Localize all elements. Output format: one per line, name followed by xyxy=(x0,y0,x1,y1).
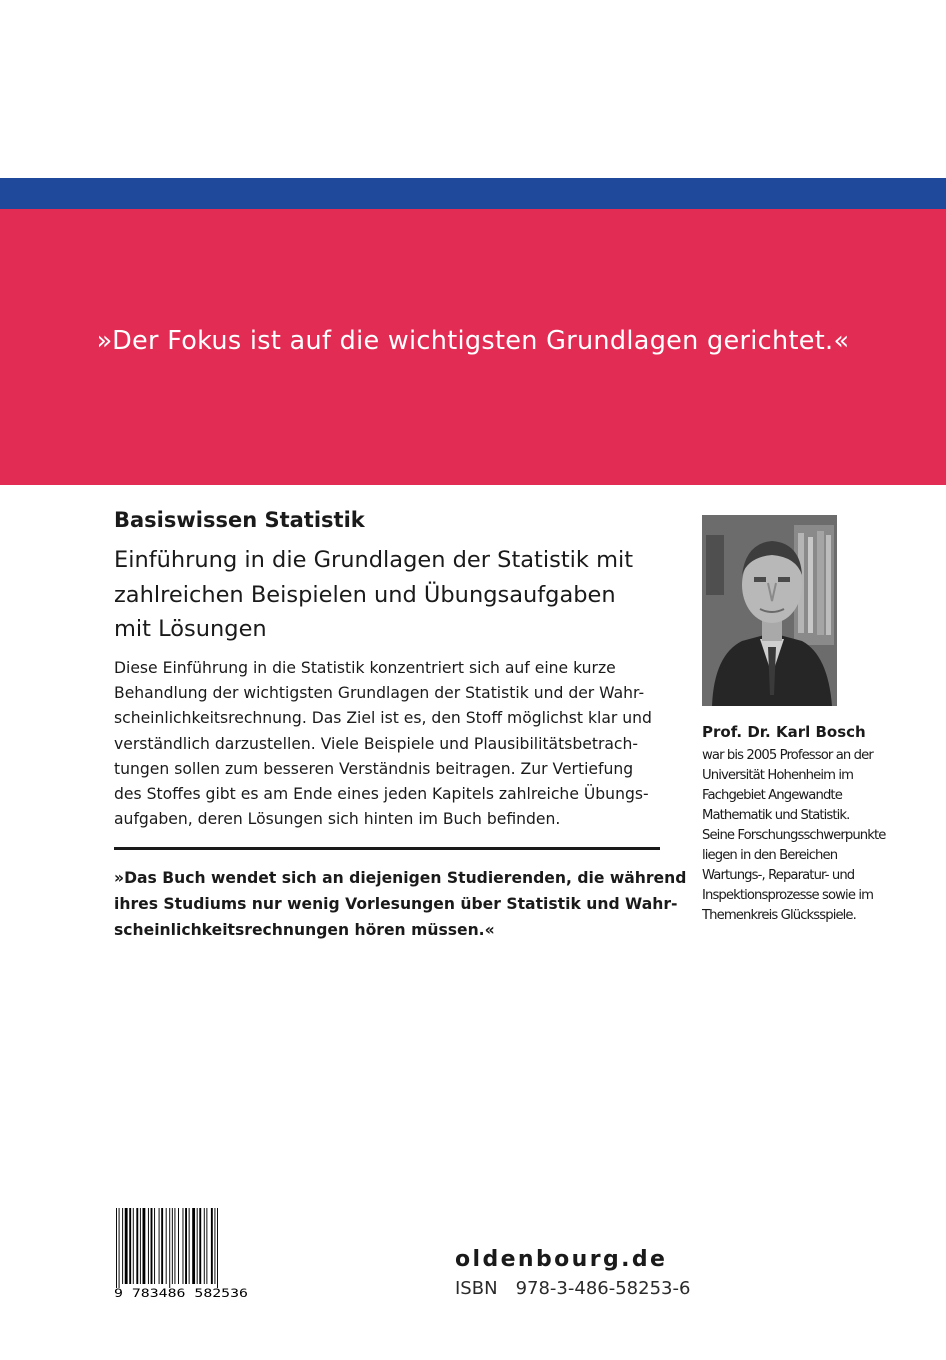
barcode-bar xyxy=(172,1208,173,1284)
book-subtitle xyxy=(114,543,674,647)
subtitle-line: zahlreichen Beispielen und Übungsaufgaben xyxy=(114,581,616,608)
barcode-bar xyxy=(189,1208,190,1284)
bio-line: Wartungs-, Reparatur- und xyxy=(702,868,855,883)
barcode-bar xyxy=(178,1208,179,1284)
barcode-bar xyxy=(161,1208,163,1284)
author-name: Prof. Dr. Karl Bosch xyxy=(702,723,866,741)
isbn-label: ISBN xyxy=(455,1278,498,1299)
barcode-bar xyxy=(116,1208,117,1288)
barcode-bar xyxy=(183,1208,184,1284)
bio-line: Seine Forschungsschwerpunkte xyxy=(702,828,886,843)
barcode-bar xyxy=(154,1208,155,1284)
barcode-bar xyxy=(211,1208,213,1284)
banner-quote: »Der Fokus ist auf die wichtigsten Grundlagen gerichtet.« xyxy=(96,326,850,356)
barcode-digits: 9 783486 582536 xyxy=(114,1287,249,1300)
barcode-bar xyxy=(125,1208,128,1284)
bio-line: war bis 2005 Professor an der xyxy=(702,748,873,763)
description-line: Diese Einführung in die Statistik konzentriert sich auf eine kurze xyxy=(114,659,616,677)
description-line: scheinlichkeitsrechnung. Das Ziel ist es, den Stoff möglichst klar und xyxy=(114,709,652,728)
bio-line: Mathematik und Statistik. xyxy=(702,808,850,823)
barcode-bar xyxy=(119,1208,120,1288)
barcode-bar xyxy=(166,1208,167,1284)
book-description xyxy=(114,656,674,832)
barcode-bar xyxy=(129,1208,131,1284)
bio-line: Themenkreis Glücksspiele. xyxy=(702,908,856,923)
subtitle-line: mit Lösungen xyxy=(114,616,267,642)
barcode-bar xyxy=(151,1208,153,1284)
barcode-bar xyxy=(143,1208,146,1284)
description-line: verständlich darzustellen. Viele Beispiele und Plausibilitätsbetrach- xyxy=(114,734,639,753)
bio-line: liegen in den Bereichen xyxy=(702,848,838,863)
description-line: Behandlung der wichtigsten Grundlagen der Statistik und der Wahr- xyxy=(114,684,645,703)
description-line: tungen sollen zum besseren Verständnis beitragen. Zur Vertiefung xyxy=(114,759,634,778)
barcode-bar xyxy=(197,1208,198,1284)
blue-stripe xyxy=(0,178,946,209)
author-bio xyxy=(702,746,902,926)
barcode xyxy=(114,1208,249,1300)
quote-line: »Das Buch wendet sich an diejenigen Studierenden, die während xyxy=(114,869,687,887)
description-line: des Stoffes gibt es am Ende eines jeden Kapitels zahlreiche Übungs- xyxy=(114,785,649,804)
barcode-bar xyxy=(174,1208,175,1284)
divider xyxy=(114,847,660,850)
barcode-bar xyxy=(148,1208,149,1284)
book-title: Basiswissen Statistik xyxy=(114,508,365,532)
barcode-bar xyxy=(169,1208,170,1288)
reader-quote xyxy=(114,865,687,943)
barcode-bars xyxy=(116,1208,218,1288)
barcode-bar xyxy=(136,1208,138,1284)
barcode-bar xyxy=(217,1208,218,1288)
barcode-bar xyxy=(206,1208,207,1284)
barcode-bar xyxy=(185,1208,187,1284)
barcode-bar xyxy=(159,1208,160,1284)
barcode-bar xyxy=(133,1208,134,1284)
barcode-bar xyxy=(140,1208,141,1284)
barcode-bar xyxy=(122,1208,123,1284)
isbn-number: 978-3-486-58253-6 xyxy=(515,1278,691,1299)
barcode-bar xyxy=(199,1208,201,1284)
subtitle-line: Einführung in die Grundlagen der Statistik mit xyxy=(114,547,634,573)
publisher-website: oldenbourg.de xyxy=(455,1247,668,1272)
quote-line: ihres Studiums nur wenig Vorlesungen über Statistik und Wahr- xyxy=(114,895,678,913)
bio-line: Universität Hohenheim im xyxy=(702,768,854,783)
barcode-bar xyxy=(192,1208,195,1284)
author-photo xyxy=(702,515,837,706)
quote-line: scheinlichkeitsrechnungen hören müssen.« xyxy=(114,921,495,939)
barcode-bar xyxy=(204,1208,205,1284)
description-line: aufgaben, deren Lösungen sich hinten im Buch befinden. xyxy=(114,810,561,829)
bio-line: Fachgebiet Angewandte xyxy=(702,788,842,803)
bio-line: Inspektionsprozesse sowie im xyxy=(702,888,874,903)
barcode-bar xyxy=(214,1208,215,1284)
isbn-line xyxy=(455,1278,690,1299)
